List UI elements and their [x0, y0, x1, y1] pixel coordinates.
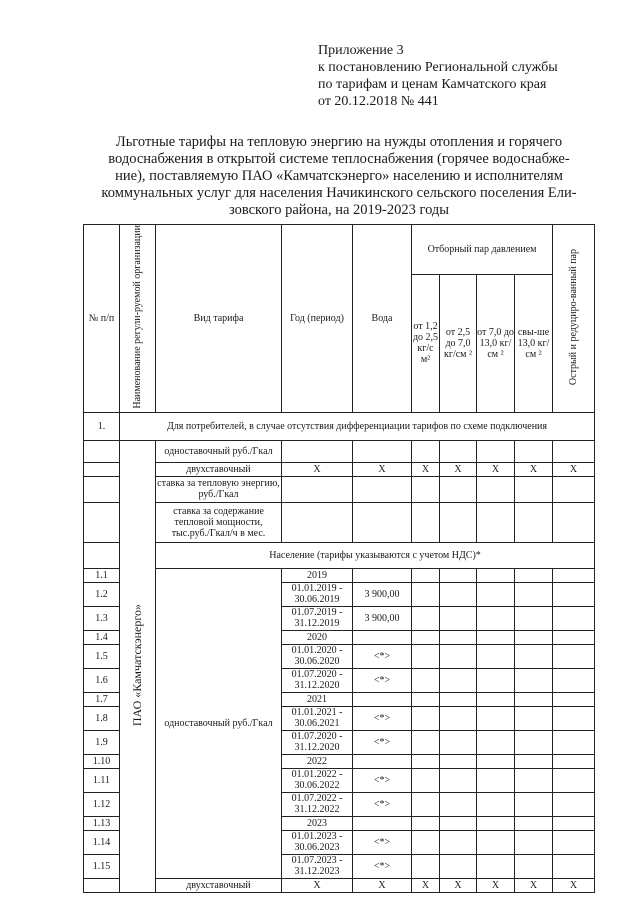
- title-line: коммунальных услуг для населения Начикинского сельского поселения Ели-: [101, 185, 577, 201]
- tariff-type-double: двухставочный: [156, 462, 282, 476]
- empty-cell: [477, 668, 515, 692]
- empty-cell: [553, 792, 595, 816]
- row-num: 1.8: [84, 706, 120, 730]
- header-num: № п/п: [84, 225, 120, 413]
- header-steam-3: от 7,0 до 13,0 кг/см ²: [477, 275, 515, 413]
- empty-cell: [412, 692, 440, 706]
- empty-cell: [440, 568, 477, 582]
- water-value: 3 900,00: [353, 582, 412, 606]
- x-mark: X: [412, 462, 440, 476]
- row-num: 1.10: [84, 754, 120, 768]
- appendix-line: по тарифам и ценам Камчатского края: [318, 77, 547, 92]
- empty-cell: [515, 792, 553, 816]
- row-num: 1.2: [84, 582, 120, 606]
- tariff-type-double-population: двухставочный: [156, 878, 282, 892]
- water-value: <*>: [353, 792, 412, 816]
- org-name-cell: ПАО «Камчатскэнерго»: [120, 440, 156, 892]
- empty-cell: [440, 792, 477, 816]
- tariff-type-energy-rate: ставка за тепловую энергию, руб./Гкал: [157, 478, 280, 501]
- empty-cell: [553, 568, 595, 582]
- x-mark: X: [412, 878, 440, 892]
- tariff-table: [83, 224, 595, 893]
- period-cell: 01.01.2020 - 30.06.2020: [282, 644, 353, 668]
- x-mark: X: [477, 462, 515, 476]
- empty-cell: [477, 568, 515, 582]
- population-section: Население (тарифы указываются с учетом НДС)*: [156, 542, 595, 568]
- empty-cell: [477, 630, 515, 644]
- empty-cell: [412, 730, 440, 754]
- row-num: 1.3: [84, 606, 120, 630]
- water-value: <*>: [353, 668, 412, 692]
- water-value: <*>: [353, 830, 412, 854]
- water-value: <*>: [353, 854, 412, 878]
- empty-cell: [515, 644, 553, 668]
- header-sharp-steam: Острый и редуциро-ванный пар: [553, 225, 595, 413]
- section-num: 1.: [84, 412, 120, 440]
- x-mark: X: [353, 462, 412, 476]
- empty-cell: [84, 542, 120, 568]
- header-steam-group: Отборный пар давлением: [412, 225, 553, 275]
- row-num: 1.7: [84, 692, 120, 706]
- x-mark: X: [353, 878, 412, 892]
- empty-cell: [515, 706, 553, 730]
- water-value: 3 900,00: [353, 606, 412, 630]
- empty-cell: [440, 644, 477, 668]
- row-num: 1.5: [84, 644, 120, 668]
- empty-cell: [553, 816, 595, 830]
- water-value: <*>: [353, 730, 412, 754]
- empty-cell: [553, 692, 595, 706]
- x-mark: X: [282, 462, 353, 476]
- empty-cell: [477, 730, 515, 754]
- appendix-header: [318, 42, 558, 110]
- empty-cell: [553, 730, 595, 754]
- empty-cell: [412, 854, 440, 878]
- x-mark: X: [282, 878, 353, 892]
- header-steam-2: от 2,5 до 7,0 кг/см ²: [440, 275, 477, 413]
- period-cell: 01.01.2022 - 30.06.2022: [282, 768, 353, 792]
- water-value: [353, 754, 412, 768]
- period-cell: 01.07.2023 - 31.12.2023: [282, 854, 353, 878]
- empty-cell: [515, 692, 553, 706]
- x-mark: X: [440, 462, 477, 476]
- x-mark: X: [515, 462, 553, 476]
- period-cell: 01.07.2022 - 31.12.2022: [282, 792, 353, 816]
- empty-cell: [515, 582, 553, 606]
- water-value: <*>: [353, 706, 412, 730]
- period-cell: 2019: [282, 568, 353, 582]
- water-value: <*>: [353, 644, 412, 668]
- empty-cell: [553, 606, 595, 630]
- empty-cell: [553, 644, 595, 668]
- empty-cell: [412, 582, 440, 606]
- document-title: [84, 134, 594, 219]
- empty-cell: [440, 854, 477, 878]
- empty-cell: [553, 668, 595, 692]
- row-num: 1.15: [84, 854, 120, 878]
- empty-cell: [440, 754, 477, 768]
- empty-cell: [440, 730, 477, 754]
- appendix-line: к постановлению Региональной службы: [318, 60, 558, 75]
- period-cell: 01.01.2023 - 30.06.2023: [282, 830, 353, 854]
- water-value: [353, 630, 412, 644]
- empty-cell: [515, 768, 553, 792]
- empty-cell: [412, 754, 440, 768]
- empty-cell: [412, 606, 440, 630]
- row-num: 1.12: [84, 792, 120, 816]
- table-row: [84, 878, 595, 892]
- header-steam-4: свы-ше 13,0 кг/см ²: [515, 275, 553, 413]
- empty-cell: [553, 768, 595, 792]
- empty-cell: [477, 854, 515, 878]
- period-cell: 2021: [282, 692, 353, 706]
- row-num: 1.6: [84, 668, 120, 692]
- water-value: <*>: [353, 768, 412, 792]
- empty-cell: [412, 816, 440, 830]
- period-cell: 01.01.2021 - 30.06.2021: [282, 706, 353, 730]
- row-num: 1.4: [84, 630, 120, 644]
- empty-cell: [477, 582, 515, 606]
- empty-cell: [84, 440, 120, 462]
- empty-cell: [477, 754, 515, 768]
- empty-cell: [412, 568, 440, 582]
- empty-cell: [477, 816, 515, 830]
- x-mark: X: [553, 462, 595, 476]
- empty-cell: [553, 854, 595, 878]
- water-value: [353, 816, 412, 830]
- title-line: Льготные тарифы на тепловую энергию на нужды отопления и горячего: [115, 134, 563, 150]
- empty-cell: [477, 792, 515, 816]
- empty-cell: [84, 878, 120, 892]
- row-num: 1.1: [84, 568, 120, 582]
- header-org: Наименование регули-руемой организации: [120, 225, 156, 413]
- title-line: зовского района, на 2019-2023 годы: [228, 202, 450, 218]
- empty-cell: [515, 568, 553, 582]
- empty-cell: [515, 668, 553, 692]
- x-mark: X: [477, 878, 515, 892]
- row-num: 1.13: [84, 816, 120, 830]
- empty-cell: [440, 668, 477, 692]
- empty-cell: [477, 830, 515, 854]
- empty-cell: [515, 630, 553, 644]
- table-row: [84, 568, 595, 582]
- empty-cell: [440, 816, 477, 830]
- empty-cell: [477, 692, 515, 706]
- empty-cell: [84, 502, 120, 542]
- header-steam-1: от 1,2 до 2,5 кг/с м²: [412, 275, 440, 413]
- appendix-line: Приложение 3: [318, 43, 404, 58]
- empty-cell: [553, 754, 595, 768]
- empty-cell: [553, 830, 595, 854]
- period-cell: 2020: [282, 630, 353, 644]
- empty-cell: [412, 792, 440, 816]
- empty-cell: [412, 830, 440, 854]
- empty-cell: [477, 644, 515, 668]
- empty-cell: [515, 754, 553, 768]
- empty-cell: [412, 668, 440, 692]
- empty-cell: [553, 706, 595, 730]
- empty-cell: [84, 462, 120, 476]
- empty-cell: [515, 830, 553, 854]
- empty-cell: [515, 854, 553, 878]
- empty-cell: [553, 630, 595, 644]
- section-title: Для потребителей, в случае отсутствия дифференциации тарифов по схеме подключения: [120, 412, 595, 440]
- empty-cell: [440, 630, 477, 644]
- empty-cell: [412, 644, 440, 668]
- empty-cell: [412, 768, 440, 792]
- water-value: [353, 568, 412, 582]
- header-water: Вода: [353, 225, 412, 413]
- tariff-type-capacity-rate: ставка за содержание тепловой мощности, тыс.руб./Гкал/ч в мес.: [156, 502, 282, 542]
- period-cell: 01.07.2020 - 31.12.2020: [282, 730, 353, 754]
- period-cell: 2022: [282, 754, 353, 768]
- empty-cell: [440, 606, 477, 630]
- period-cell: 01.07.2020 - 31.12.2020: [282, 668, 353, 692]
- empty-cell: [440, 768, 477, 792]
- tariff-type-single-population: одноставочный руб./Гкал: [156, 568, 282, 878]
- x-mark: X: [553, 878, 595, 892]
- header-tariff-type: Вид тарифа: [156, 225, 282, 413]
- title-line: ние), поставляемую ПАО «Камчатскэнерго» населению и исполнителям: [115, 168, 563, 184]
- empty-cell: [440, 706, 477, 730]
- empty-cell: [515, 816, 553, 830]
- water-value: [353, 692, 412, 706]
- empty-cell: [477, 606, 515, 630]
- row-num: 1.9: [84, 730, 120, 754]
- appendix-line: от 20.12.2018 № 441: [318, 94, 439, 109]
- empty-cell: [412, 630, 440, 644]
- x-mark: X: [515, 878, 553, 892]
- empty-cell: [515, 730, 553, 754]
- empty-cell: [412, 706, 440, 730]
- empty-cell: [440, 692, 477, 706]
- row-num: 1.11: [84, 768, 120, 792]
- row-num: 1.14: [84, 830, 120, 854]
- period-cell: 01.01.2019 - 30.06.2019: [282, 582, 353, 606]
- empty-cell: [440, 830, 477, 854]
- title-line: водоснабжения в открытой системе теплоснабжения (горячее водоснабже-: [108, 151, 570, 167]
- empty-cell: [515, 606, 553, 630]
- empty-cell: [477, 768, 515, 792]
- period-cell: 01.07.2019 - 31.12.2019: [282, 606, 353, 630]
- empty-cell: [84, 476, 120, 502]
- tariff-type-single: одноставочный руб./Гкал: [156, 440, 282, 462]
- empty-cell: [553, 582, 595, 606]
- x-mark: X: [440, 878, 477, 892]
- empty-cell: [477, 706, 515, 730]
- empty-cell: [440, 582, 477, 606]
- period-cell: 2023: [282, 816, 353, 830]
- header-year: Год (период): [282, 225, 353, 413]
